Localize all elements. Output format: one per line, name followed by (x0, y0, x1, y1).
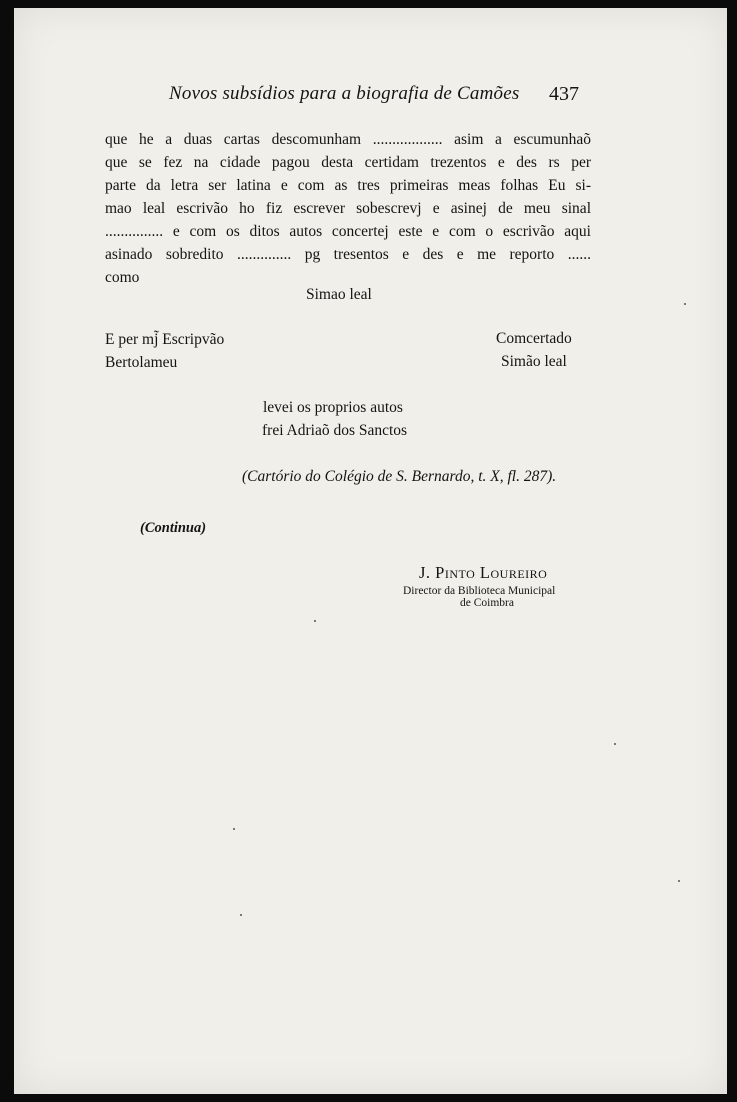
author-name: J. Pinto Loureiro (419, 563, 548, 582)
scan-speck (314, 620, 316, 622)
body-paragraph (105, 128, 591, 289)
page-number: 437 (549, 83, 579, 105)
author-title-line2: de Coimbra (460, 597, 514, 609)
signature-simao-leal: Simao leal (306, 286, 372, 303)
scan-speck (678, 880, 680, 882)
source-citation: (Cartório do Colégio de S. Bernardo, t. X, fl. 287). (242, 468, 557, 485)
continua-note: (Continua) (140, 520, 207, 536)
body-line: ............... e com os ditos autos concertej este e com o escrivão aqui (105, 223, 591, 240)
signature-left-line2: Bertolameu (105, 354, 178, 371)
body-line: como (105, 269, 140, 286)
scan-speck (233, 828, 235, 830)
body-line: que he a duas cartas descomunham .................. asim a escumunhaõ (105, 131, 591, 148)
scan-speck (614, 743, 616, 745)
scanned-page (14, 8, 727, 1094)
note-line1: levei os proprios autos (263, 399, 403, 416)
scan-speck (684, 303, 686, 305)
signature-left-line1: E per mj̃ Escripvão (105, 331, 225, 348)
scan-speck (240, 914, 242, 916)
signature-right-line2: Simão leal (501, 353, 567, 370)
note-line2: frei Adriaõ dos Sanctos (262, 422, 408, 439)
signature-right-line1: Comcertado (496, 330, 572, 347)
body-line: mao leal escrivão ho fiz escrever sobescrevj e asinej de meu sinal (105, 200, 591, 217)
body-line: asinado sobredito .............. pg tresentos e des e me reporto ...... (105, 246, 591, 263)
body-line: que se fez na cidade pagou desta certidam trezentos e des rs per (105, 154, 591, 171)
author-title-line1: Director da Biblioteca Municipal (403, 585, 556, 597)
running-title: Novos subsídios para a biografia de Camões (169, 83, 520, 104)
body-line: parte da letra ser latina e com as tres primeiras meas folhas Eu si- (105, 177, 591, 194)
